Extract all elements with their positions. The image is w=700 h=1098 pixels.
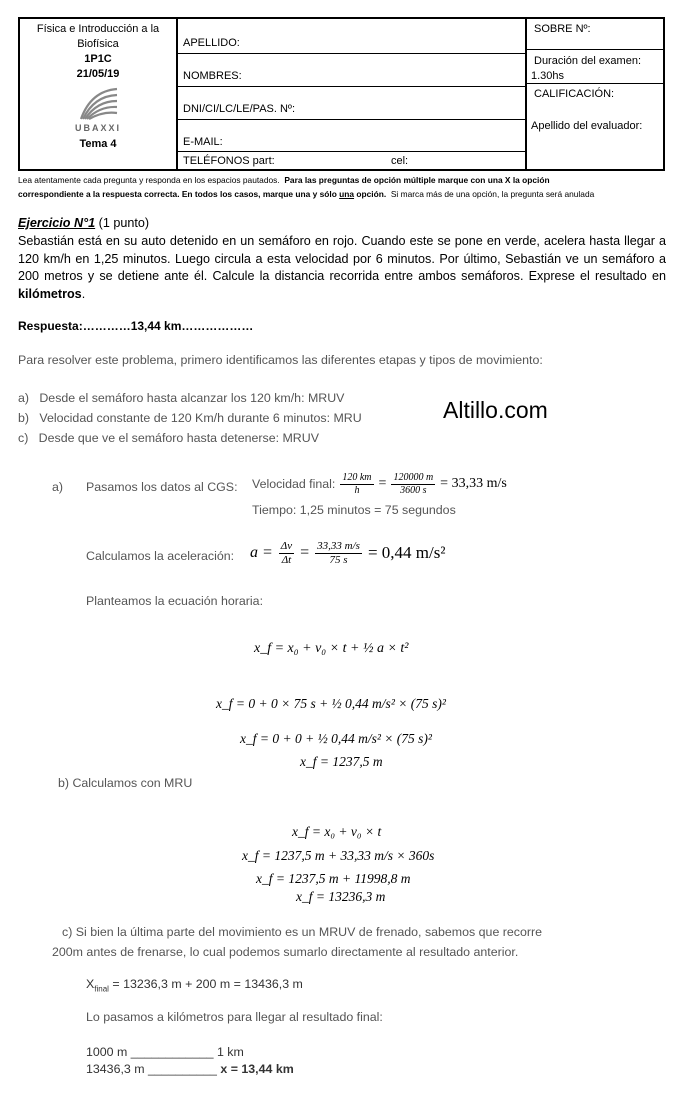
tiempo-line: Tiempo: 1,25 minutos = 75 segundos [252,503,456,517]
instructions-line2c: Si marca más de una opción, la pregunta será anulada [390,189,595,199]
logo-text: UBAXXI [74,123,121,133]
email-field-label: E-MAIL: [183,136,223,148]
b-eq3: x_f = 1237,5 m + 11998,8 m [256,871,411,886]
apellido-field-label: APELLIDO: [183,37,240,49]
answer-line [18,319,253,333]
duracion-label: Duración del examen: [534,55,642,67]
exercise-statement-text: Sebastián está en su auto detenido en un semáforo en rojo. Cuando este se pone en verde, acelera hasta llegar a 120 km/h en 1,25 minutos. Luego circula a esta velocidad por 6 minutos. Por último, Sebastián ve un semáforo a 200 metros y se detiene ante él. Calcule la distancia recorrida entre ambos semáforos. Exprese el resultado en [18,234,666,284]
final-result: x = 13,44 km [220,1062,294,1076]
eq-result-a: x_f = 1237,5 m [300,754,383,769]
uba-logo-icon [77,85,121,123]
duracion-value: 1.30hs [531,70,565,82]
telefonos-field-label: TELÉFONOS part: [183,155,275,167]
acceleration-equation: a = $\frac{\Delta v}{\Delta t}$ = $\frac{33,33 m/s}{75 s}$ = 0,44 m/s² [250,540,446,566]
instructions-line1b: Para las preguntas de opción múltiple marque con una X la opción [284,175,550,185]
xfinal-sub: final [94,984,109,994]
part-b-label: b) Calculamos con MRU [58,776,193,790]
velocity-label: Velocidad final: [252,477,336,491]
acc-result: = 0,44 m/s² [367,543,446,563]
course-name-line2: Biofísica [77,38,119,50]
nombres-field-label: NOMBRES: [183,70,242,82]
sobre-label: SOBRE Nº: [534,23,591,35]
velocity-equation: Velocidad final: $\frac{120 km}{h}$ = $\frac{120000 m}{3600 s}$ = 33,33 m/s [252,472,507,496]
vel-result: = 33,33 m/s [440,476,507,491]
vel-frac2-den: 3600 s [400,484,427,496]
eq-sub1: x_f = 0 + 0 × 75 s + ½ 0,44 m/s² × (75 s)² [216,696,446,711]
instructions-line2a: correspondiente a la respuesta correcta. En todos los casos, marque una y sólo [18,189,340,199]
conversion-row-2: 13436,3 m __________ x = 13,44 km [86,1062,294,1076]
b-eq4: x_f = 13236,3 m [296,889,386,904]
vel-frac2-num: 120000 m [393,472,434,483]
answer-value: …………13,44 km……………… [82,319,254,333]
ecuacion-label: Planteamos la ecuación horaria: [86,594,264,608]
stage-item: b) Velocidad constante de 120 Km/h durante 6 minutos: MRU [18,411,362,425]
acc-frac2-num: 33,33 m/s [317,540,360,552]
b-eq1: x_f = x₀ + v₀ × t [292,824,382,839]
acc-frac2-den: 75 s [329,553,348,566]
solution-intro: Para resolver este problema, primero identificamos las diferentes etapas y tipos de movimiento: [18,353,543,367]
exercise-heading [18,216,149,230]
watermark: Altillo.com [443,397,548,423]
cel-field-label: cel: [391,155,409,167]
instructions [18,173,594,201]
vel-frac1-num: 120 km [342,472,372,483]
exercise-title: Ejercicio N°1 [18,216,96,230]
stages-list [18,388,362,448]
vel-frac1-den: h [354,484,360,496]
acc-frac1-den: Δt [281,553,292,566]
instructions-line1a: Lea atentamente cada pregunta y responda en los espacios pautados. [18,175,280,185]
tema-label: Tema 4 [79,138,117,150]
exam-header-table [18,17,665,171]
exam-code: 1P1C [84,53,112,65]
part-a-text: Pasamos los datos al CGS: [86,480,238,494]
part-c-line1: c) Si bien la última parte del movimiento es un MRUV de frenado, sabemos que recorre [62,925,543,939]
dni-field-label: DNI/CI/LC/LE/PAS. Nº: [183,103,296,115]
exercise-statement-bold: kilómetros [18,286,82,301]
conversion-row-1: 1000 m ____________ 1 km [86,1045,244,1059]
acc-frac1-num: Δv [280,540,293,552]
eq-sub2: x_f = 0 + 0 + ½ 0,44 m/s² × (75 s)² [240,731,432,746]
exercise-statement: Sebastián está en su auto detenido en un semáforo en rojo. Cuando este se pone en verde, acelera hasta llegar a 120 km/h en 1,25 minutos. Luego circula a esta velocidad por 6 minutos. Por último, Sebastián ve un semáforo a 200 metros y se detiene ante él. Calcule la distancia recorrida entre ambos semáforos. Exprese el resultado en kilómetros. [18,234,666,301]
stage-item: c) Desde que ve el semáforo hasta detenerse: MRUV [18,431,319,445]
exam-date: 21/05/19 [76,68,120,80]
exercise-points: (1 punto) [98,216,150,230]
instructions-line2b: opción. [354,189,387,199]
km-conversion-label: Lo pasamos a kilómetros para llegar al resultado final: [86,1010,383,1024]
part-a-letter: a) [52,480,64,494]
b-eq2: x_f = 1237,5 m + 33,33 m/s × 360s [242,848,435,863]
instructions-una: una [339,189,355,199]
xfinal-line [86,977,303,993]
xfinal-equation: = 13236,3 m + 200 m = 13436,3 m [112,977,303,991]
eq-main: x_f = x₀ + v₀ × t + ½ a × t² [254,641,409,656]
acceleration-label: Calculamos la aceleración: [86,549,235,563]
calificacion-label: CALIFICACIÓN: [534,88,615,100]
part-c-line2: 200m antes de frenarse, lo cual podemos sumarlo directamente al resultado anterior. [52,945,519,959]
xfinal-x: X [86,977,95,991]
evaluador-label: Apellido del evaluador: [531,120,643,132]
course-name-line1: Física e Introducción a la [36,23,160,35]
acc-a: a = [250,544,273,562]
stage-item: a) Desde el semáforo hasta alcanzar los 120 km/h: MRUV [18,391,345,405]
answer-label: Respuesta: [18,319,83,333]
